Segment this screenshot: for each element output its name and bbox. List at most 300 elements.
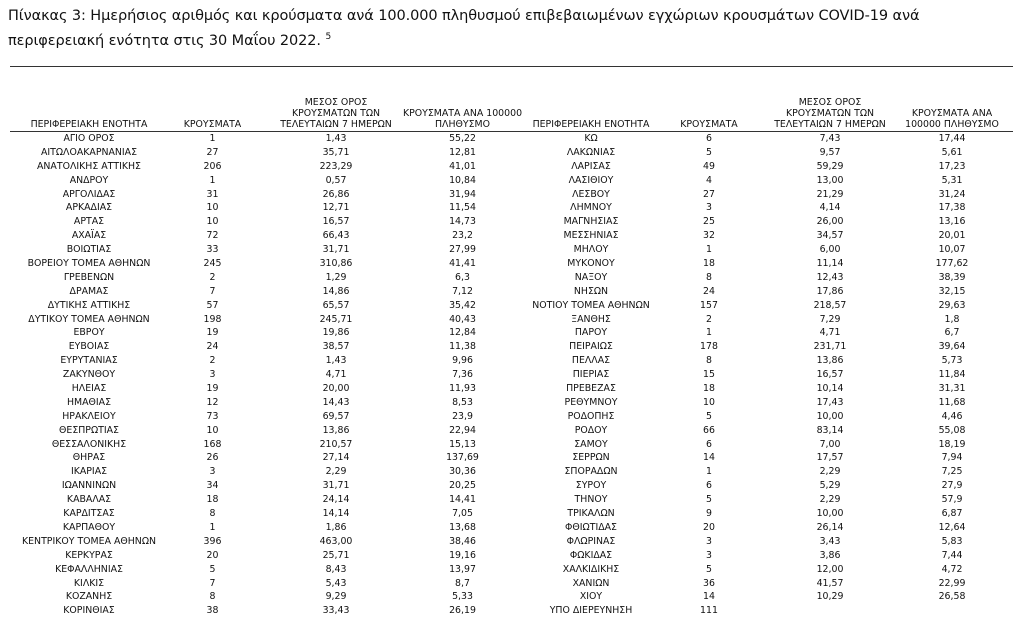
avg7-cell-left: 19,86 xyxy=(322,327,350,339)
table-top-rule xyxy=(10,66,1013,67)
table-row xyxy=(0,354,1024,368)
avg7-cell-left: 310,86 xyxy=(319,258,353,270)
cases-cell-right: 6 xyxy=(706,480,712,492)
table-row xyxy=(0,132,1024,146)
cases-cell-right: 2 xyxy=(706,313,712,325)
per100k-cell-left: 22,94 xyxy=(449,424,476,436)
cases-cell-right: 4 xyxy=(706,174,712,186)
per100k-cell-left: 55,22 xyxy=(449,133,476,144)
per100k-cell-left: 40,43 xyxy=(449,313,476,325)
region-cell-left: ΒΟΡΕΙΟΥ ΤΟΜΕΑ ΑΘΗΝΩΝ xyxy=(27,258,151,270)
region-cell-right: ΚΩ xyxy=(584,133,598,144)
cases-cell-left: 7 xyxy=(209,577,216,589)
avg7-cell-left: 24,14 xyxy=(322,494,350,506)
cases-cell-right: 14 xyxy=(703,591,715,603)
cases-cell-right: 15 xyxy=(703,369,715,381)
cases-cell-right: 8 xyxy=(706,355,712,367)
avg7-cell-right: 3,43 xyxy=(819,535,841,547)
avg7-cell-left: 31,71 xyxy=(322,244,350,256)
caption-text: Πίνακας 3: Ημερήσιος αριθμός και κρούσματα ανά 100.000 πληθυσμού επιβεβαιωμένων εγχώριων κρουσμάτων COVID-19 ανά περιφερειακή ενότητα στις 30 Μαΐου 2022. xyxy=(8,8,920,49)
region-cell-left: ΚΑΒΑΛΑΣ xyxy=(66,494,112,506)
avg7-cell-left: 223,29 xyxy=(319,160,353,172)
region-cell-right: ΝΗΣΩΝ xyxy=(573,285,609,297)
table-row xyxy=(0,577,1024,591)
region-cell-right: ΠΙΕΡΙΑΣ xyxy=(572,369,610,381)
cases-cell-left: 3 xyxy=(209,369,216,381)
cases-cell-right: 5 xyxy=(706,410,712,422)
cases-cell-right: 157 xyxy=(700,299,718,311)
avg7-cell-right: 231,71 xyxy=(813,341,847,353)
per100k-cell-left: 5,33 xyxy=(452,591,473,603)
table-caption xyxy=(8,6,1013,52)
avg7-cell-right: 41,57 xyxy=(816,577,844,589)
avg7-cell-left: 14,43 xyxy=(322,396,350,408)
avg7-cell-left: 38,57 xyxy=(322,341,350,353)
cases-cell-left: 1 xyxy=(209,133,216,144)
region-cell-right: ΜΗΛΟΥ xyxy=(573,244,609,256)
table-row xyxy=(0,493,1024,507)
per100k-cell-left: 10,84 xyxy=(449,174,476,186)
cases-cell-left: 72 xyxy=(206,230,219,242)
region-cell-left: ΕΥΡΥΤΑΝΙΑΣ xyxy=(60,355,118,367)
avg7-cell-left: 16,57 xyxy=(322,216,350,228)
avg7-cell-right: 7,29 xyxy=(819,313,841,325)
per100k-cell-right: 4,46 xyxy=(941,410,963,422)
header-cases-right: ΚΡΟΥΣΜΑΤΑ xyxy=(680,119,738,130)
region-cell-right: ΛΕΣΒΟΥ xyxy=(572,188,610,200)
avg7-cell-right: 3,86 xyxy=(819,549,841,561)
region-cell-right: ΥΠΟ ΔΙΕΡΕΥΝΗΣΗ xyxy=(549,605,633,617)
cases-cell-right: 8 xyxy=(706,271,712,283)
per100k-cell-right: 18,19 xyxy=(938,438,966,450)
cases-cell-left: 198 xyxy=(203,313,222,325)
region-cell-left: ΗΛΕΙΑΣ xyxy=(71,383,107,395)
avg7-cell-left: 65,57 xyxy=(322,299,350,311)
avg7-cell-right: 10,00 xyxy=(816,410,844,422)
table-row xyxy=(0,368,1024,382)
table-row xyxy=(0,604,1024,618)
cases-cell-left: 33 xyxy=(206,244,219,256)
cases-cell-right: 6 xyxy=(706,133,712,144)
per100k-cell-right: 5,61 xyxy=(941,146,963,158)
region-cell-left: ΑΝΔΡΟΥ xyxy=(69,174,109,186)
avg7-cell-right: 13,86 xyxy=(816,355,844,367)
header-region-right: ΠΕΡΙΦΕΡΕΙΑΚΗ ΕΝΟΤΗΤΑ xyxy=(532,119,650,130)
avg7-cell-left: 245,71 xyxy=(319,313,353,325)
region-cell-left: ΚΕΝΤΡΙΚΟΥ ΤΟΜΕΑ ΑΘΗΝΩΝ xyxy=(21,535,156,547)
table-row xyxy=(0,438,1024,452)
table-row xyxy=(0,201,1024,215)
table-row xyxy=(0,146,1024,160)
cases-cell-left: 2 xyxy=(209,271,216,283)
region-cell-left: ΒΟΙΩΤΙΑΣ xyxy=(66,244,112,256)
per100k-cell-left: 11,38 xyxy=(449,341,476,353)
per100k-cell-right: 4,72 xyxy=(941,563,963,575)
region-cell-left: ΘΕΣΠΡΩΤΙΑΣ xyxy=(59,424,119,436)
caption-footnote: 5 xyxy=(325,32,332,42)
per100k-cell-right: 1,8 xyxy=(944,313,960,325)
cases-cell-left: 27 xyxy=(206,146,219,158)
per100k-cell-right: 7,25 xyxy=(941,466,963,478)
region-cell-left: ΚΑΡΔΙΤΣΑΣ xyxy=(63,508,115,520)
per100k-cell-left: 9,96 xyxy=(452,355,473,367)
region-cell-right: ΠΑΡΟΥ xyxy=(574,327,608,339)
cases-cell-right: 66 xyxy=(703,424,715,436)
avg7-cell-left: 27,14 xyxy=(322,452,350,464)
avg7-cell-right: 16,57 xyxy=(816,369,844,381)
per100k-cell-right: 29,63 xyxy=(938,299,966,311)
region-cell-right: ΡΕΘΥΜΝΟΥ xyxy=(564,396,618,408)
cases-cell-right: 3 xyxy=(706,202,712,214)
cases-cell-right: 5 xyxy=(706,494,712,506)
region-cell-left: ΘΗΡΑΣ xyxy=(72,452,106,464)
per100k-cell-right: 6,7 xyxy=(944,327,960,339)
per100k-cell-left: 38,46 xyxy=(449,535,476,547)
per100k-cell-left: 8,7 xyxy=(455,577,470,589)
cases-cell-right: 36 xyxy=(703,577,715,589)
avg7-cell-left: 1,43 xyxy=(325,133,347,144)
region-cell-left: ΔΥΤΙΚΟΥ ΤΟΜΕΑ ΑΘΗΝΩΝ xyxy=(28,313,150,325)
region-cell-right: ΞΑΝΘΗΣ xyxy=(571,313,611,325)
region-cell-right: ΣΠΟΡΑΔΩΝ xyxy=(564,466,618,478)
cases-cell-left: 168 xyxy=(203,438,222,450)
table-row xyxy=(0,396,1024,410)
avg7-cell-right: 7,00 xyxy=(819,438,841,450)
per100k-cell-right: 11,84 xyxy=(938,369,966,381)
per100k-cell-left: 11,93 xyxy=(449,383,476,395)
cases-cell-left: 26 xyxy=(206,452,219,464)
table-row xyxy=(0,271,1024,285)
table-row xyxy=(0,549,1024,563)
per100k-cell-left: 6,3 xyxy=(455,271,470,283)
per100k-cell-right: 12,64 xyxy=(938,521,966,533)
cases-cell-left: 206 xyxy=(203,160,222,172)
header-per100k-right: ΚΡΟΥΣΜΑΤΑ ΑΝΑ 100000 ΠΛΗΘΥΣΜΟ xyxy=(905,108,999,130)
table-row xyxy=(0,465,1024,479)
table-row xyxy=(0,382,1024,396)
cases-cell-left: 245 xyxy=(203,258,222,270)
region-cell-right: ΠΕΙΡΑΙΩΣ xyxy=(569,341,613,353)
per100k-cell-right: 17,38 xyxy=(938,202,966,214)
region-cell-right: ΣΕΡΡΩΝ xyxy=(572,452,610,464)
avg7-cell-right: 11,14 xyxy=(816,258,844,270)
per100k-cell-left: 12,81 xyxy=(449,146,476,158)
region-cell-right: ΝΑΞΟΥ xyxy=(574,271,608,283)
per100k-cell-left: 30,36 xyxy=(449,466,476,478)
avg7-cell-left: 5,43 xyxy=(325,577,347,589)
cases-cell-left: 31 xyxy=(206,188,219,200)
region-cell-left: ΑΡΓΟΛΙΔΑΣ xyxy=(62,188,116,200)
region-cell-right: ΦΩΚΙΔΑΣ xyxy=(569,549,613,561)
header-avg7-right: ΜΕΣΟΣ ΟΡΟΣ ΚΡΟΥΣΜΑΤΩΝ ΤΩΝ ΤΕΛΕΥΤΑΙΩΝ 7 ΗΜΕΡΩΝ xyxy=(774,97,886,130)
cases-cell-left: 8 xyxy=(209,591,216,603)
cases-cell-left: 396 xyxy=(203,535,222,547)
per100k-cell-right: 17,23 xyxy=(938,160,966,172)
table-row xyxy=(0,563,1024,577)
region-cell-right: ΧΑΛΚΙΔΙΚΗΣ xyxy=(562,563,620,575)
region-cell-right: ΤΡΙΚΑΛΩΝ xyxy=(567,508,615,520)
table-row xyxy=(0,535,1024,549)
per100k-cell-right: 5,83 xyxy=(941,535,963,547)
region-cell-right: ΛΑΣΙΘΙΟΥ xyxy=(568,174,614,186)
cases-cell-left: 10 xyxy=(206,424,219,436)
avg7-cell-left: 20,00 xyxy=(322,383,350,395)
cases-cell-right: 111 xyxy=(700,605,718,617)
per100k-cell-left: 35,42 xyxy=(449,299,476,311)
cases-cell-right: 1 xyxy=(706,244,712,256)
avg7-cell-left: 69,57 xyxy=(322,410,350,422)
avg7-cell-right: 2,29 xyxy=(819,466,841,478)
avg7-cell-right: 12,00 xyxy=(816,563,844,575)
per100k-cell-left: 7,05 xyxy=(452,508,473,520)
cases-cell-right: 25 xyxy=(703,216,715,228)
cases-cell-right: 1 xyxy=(706,327,712,339)
region-cell-right: ΦΘΙΩΤΙΔΑΣ xyxy=(565,521,617,533)
per100k-cell-left: 20,25 xyxy=(449,480,476,492)
avg7-cell-right: 26,14 xyxy=(816,521,844,533)
per100k-cell-right: 5,73 xyxy=(941,355,963,367)
region-cell-left: ΙΩΑΝΝΙΝΩΝ xyxy=(61,480,117,492)
avg7-cell-right: 17,57 xyxy=(816,452,844,464)
per100k-cell-right: 11,68 xyxy=(938,396,966,408)
avg7-cell-left: 33,43 xyxy=(322,605,350,617)
avg7-cell-right: 4,71 xyxy=(819,327,841,339)
per100k-cell-right: 6,87 xyxy=(941,508,963,520)
avg7-cell-left: 9,29 xyxy=(325,591,347,603)
region-cell-right: ΧΙΟΥ xyxy=(579,591,603,603)
avg7-cell-left: 14,86 xyxy=(322,285,350,297)
cases-cell-left: 20 xyxy=(206,549,219,561)
avg7-cell-left: 2,29 xyxy=(325,466,347,478)
region-cell-right: ΠΕΛΛΑΣ xyxy=(571,355,611,367)
cases-cell-left: 73 xyxy=(206,410,219,422)
cases-cell-left: 24 xyxy=(206,341,219,353)
per100k-cell-right: 20,01 xyxy=(938,230,966,242)
table-header xyxy=(0,88,1024,132)
table-row xyxy=(0,243,1024,257)
avg7-cell-left: 12,71 xyxy=(322,202,350,214)
cases-cell-left: 8 xyxy=(209,508,216,520)
cases-cell-right: 27 xyxy=(703,188,715,200)
cases-cell-left: 12 xyxy=(206,396,219,408)
table-row xyxy=(0,340,1024,354)
cases-cell-right: 32 xyxy=(703,230,715,242)
region-cell-left: ΕΥΒΟΙΑΣ xyxy=(68,341,110,353)
per100k-cell-right: 38,39 xyxy=(938,271,966,283)
cases-cell-right: 24 xyxy=(703,285,715,297)
region-cell-left: ΕΒΡΟΥ xyxy=(73,327,105,339)
per100k-cell-left: 14,41 xyxy=(449,494,476,506)
avg7-cell-left: 35,71 xyxy=(322,146,350,158)
region-cell-right: ΦΛΩΡΙΝΑΣ xyxy=(566,535,616,547)
per100k-cell-right: 7,44 xyxy=(941,549,963,561)
per100k-cell-left: 27,99 xyxy=(449,244,476,256)
table-row xyxy=(0,590,1024,604)
per100k-cell-right: 27,9 xyxy=(941,480,963,492)
avg7-cell-left: 1,43 xyxy=(325,355,347,367)
per100k-cell-left: 7,36 xyxy=(452,369,473,381)
per100k-cell-right: 55,08 xyxy=(938,424,966,436)
per100k-cell-left: 7,12 xyxy=(452,285,473,297)
table-row xyxy=(0,313,1024,327)
avg7-cell-right: 34,57 xyxy=(816,230,844,242)
per100k-cell-right: 31,24 xyxy=(938,188,966,200)
per100k-cell-left: 41,01 xyxy=(449,160,476,172)
per100k-cell-left: 13,97 xyxy=(449,563,476,575)
table-row xyxy=(0,451,1024,465)
avg7-cell-left: 31,71 xyxy=(322,480,350,492)
region-cell-right: ΡΟΔΟΠΗΣ xyxy=(567,410,615,422)
region-cell-left: ΚΟΖΑΝΗΣ xyxy=(65,591,113,603)
table-row xyxy=(0,174,1024,188)
cases-cell-left: 34 xyxy=(206,480,219,492)
cases-cell-left: 57 xyxy=(206,299,219,311)
cases-cell-right: 18 xyxy=(703,383,715,395)
avg7-cell-left: 26,86 xyxy=(322,188,350,200)
cases-cell-right: 14 xyxy=(703,452,715,464)
table-row xyxy=(0,410,1024,424)
cases-cell-left: 1 xyxy=(209,521,216,533)
cases-cell-right: 9 xyxy=(706,508,712,520)
per100k-cell-left: 11,54 xyxy=(449,202,476,214)
avg7-cell-right: 10,00 xyxy=(816,508,844,520)
region-cell-right: ΝΟΤΙΟΥ ΤΟΜΕΑ ΑΘΗΝΩΝ xyxy=(532,299,650,311)
region-cell-right: ΠΡΕΒΕΖΑΣ xyxy=(566,383,616,395)
avg7-cell-right: 218,57 xyxy=(813,299,847,311)
table-row xyxy=(0,326,1024,340)
per100k-cell-left: 137,69 xyxy=(446,452,479,464)
avg7-cell-right: 5,29 xyxy=(819,480,841,492)
region-cell-left: ΑΧΑΪΑΣ xyxy=(71,230,107,242)
region-cell-left: ΑΓΙΟ ΟΡΟΣ xyxy=(63,133,115,144)
avg7-cell-left: 66,43 xyxy=(322,230,350,242)
avg7-cell-right: 17,43 xyxy=(816,396,844,408)
region-cell-right: ΛΗΜΝΟΥ xyxy=(570,202,612,214)
cases-cell-right: 1 xyxy=(706,466,712,478)
region-cell-right: ΜΥΚΟΝΟΥ xyxy=(567,258,615,270)
cases-cell-right: 5 xyxy=(706,146,712,158)
avg7-cell-left: 1,86 xyxy=(325,521,347,533)
table-row xyxy=(0,188,1024,202)
table-row xyxy=(0,215,1024,229)
region-cell-left: ΓΡΕΒΕΝΩΝ xyxy=(63,271,115,283)
per100k-cell-right: 13,16 xyxy=(938,216,966,228)
cases-cell-left: 18 xyxy=(206,494,219,506)
cases-cell-left: 10 xyxy=(206,202,219,214)
per100k-cell-right: 26,58 xyxy=(938,591,966,603)
avg7-cell-left: 210,57 xyxy=(319,438,353,450)
avg7-cell-right: 59,29 xyxy=(816,160,844,172)
avg7-cell-right: 10,29 xyxy=(816,591,844,603)
region-cell-left: ΚΑΡΠΑΘΟΥ xyxy=(62,521,116,533)
region-cell-left: ΗΜΑΘΙΑΣ xyxy=(66,396,112,408)
avg7-cell-right: 13,00 xyxy=(816,174,844,186)
avg7-cell-right: 17,86 xyxy=(816,285,844,297)
region-cell-left: ΖΑΚΥΝΘΟΥ xyxy=(62,369,116,381)
per100k-cell-right: 39,64 xyxy=(938,341,966,353)
table-body xyxy=(0,132,1024,618)
region-cell-right: ΣΑΜΟΥ xyxy=(574,438,608,450)
table-row xyxy=(0,299,1024,313)
region-cell-left: ΚΕΦΑΛΛΗΝΙΑΣ xyxy=(55,563,123,575)
per100k-cell-right: 7,94 xyxy=(941,452,963,464)
per100k-cell-left: 14,73 xyxy=(449,216,476,228)
per100k-cell-right: 57,9 xyxy=(941,494,963,506)
avg7-cell-left: 463,00 xyxy=(319,535,353,547)
per100k-cell-left: 26,19 xyxy=(449,605,476,617)
avg7-cell-right: 83,14 xyxy=(816,424,844,436)
avg7-cell-left: 0,57 xyxy=(325,174,347,186)
avg7-cell-left: 14,14 xyxy=(322,508,350,520)
cases-cell-right: 6 xyxy=(706,438,712,450)
per100k-cell-left: 41,41 xyxy=(449,258,476,270)
region-cell-left: ΚΕΡΚΥΡΑΣ xyxy=(65,549,113,561)
table-row xyxy=(0,507,1024,521)
region-cell-left: ΑΝΑΤΟΛΙΚΗΣ ΑΤΤΙΚΗΣ xyxy=(37,160,141,172)
header-cases-left: ΚΡΟΥΣΜΑΤΑ xyxy=(183,119,242,130)
avg7-cell-right: 26,00 xyxy=(816,216,844,228)
per100k-cell-left: 31,94 xyxy=(449,188,476,200)
avg7-cell-left: 13,86 xyxy=(322,424,350,436)
region-cell-left: ΔΡΑΜΑΣ xyxy=(69,285,109,297)
per100k-cell-right: 22,99 xyxy=(938,577,966,589)
region-cell-right: ΜΑΓΝΗΣΙΑΣ xyxy=(563,216,619,228)
region-cell-right: ΜΕΣΣΗΝΙΑΣ xyxy=(563,230,619,242)
per100k-cell-right: 31,31 xyxy=(938,383,966,395)
table-row xyxy=(0,479,1024,493)
per100k-cell-right: 5,31 xyxy=(941,174,963,186)
region-cell-left: ΘΕΣΣΑΛΟΝΙΚΗΣ xyxy=(51,438,127,450)
per100k-cell-left: 19,16 xyxy=(449,549,476,561)
avg7-cell-right: 21,29 xyxy=(816,188,844,200)
cases-cell-left: 5 xyxy=(209,563,216,575)
cases-cell-left: 19 xyxy=(206,327,219,339)
avg7-cell-right: 10,14 xyxy=(816,383,844,395)
table-row xyxy=(0,521,1024,535)
per100k-cell-right: 17,44 xyxy=(938,133,966,144)
avg7-cell-right: 12,43 xyxy=(816,271,844,283)
region-cell-right: ΛΑΚΩΝΙΑΣ xyxy=(566,146,616,158)
per100k-cell-left: 8,53 xyxy=(452,396,473,408)
table-row xyxy=(0,285,1024,299)
region-cell-left: ΗΡΑΚΛΕΙΟΥ xyxy=(62,410,116,422)
region-cell-right: ΡΟΔΟΥ xyxy=(574,424,608,436)
avg7-cell-right: 7,43 xyxy=(819,133,841,144)
cases-cell-left: 2 xyxy=(209,355,216,367)
header-region-left: ΠΕΡΙΦΕΡΕΙΑΚΗ ΕΝΟΤΗΤΑ xyxy=(30,119,148,130)
region-cell-right: ΣΥΡΟΥ xyxy=(575,480,607,492)
avg7-cell-left: 1,29 xyxy=(325,271,347,283)
cases-cell-left: 19 xyxy=(206,383,219,395)
cases-cell-left: 38 xyxy=(206,605,219,617)
per100k-cell-left: 12,84 xyxy=(449,327,476,339)
cases-cell-left: 3 xyxy=(209,466,216,478)
region-cell-left: ΚΟΡΙΝΘΙΑΣ xyxy=(63,605,115,617)
region-cell-right: ΛΑΡΙΣΑΣ xyxy=(571,160,611,172)
cases-cell-right: 5 xyxy=(706,563,712,575)
table-row xyxy=(0,229,1024,243)
per100k-cell-left: 13,68 xyxy=(449,521,476,533)
avg7-cell-right: 2,29 xyxy=(819,494,841,506)
region-cell-left: ΚΙΛΚΙΣ xyxy=(73,577,105,589)
avg7-cell-right: 4,14 xyxy=(819,202,841,214)
per100k-cell-left: 23,2 xyxy=(452,230,473,242)
avg7-cell-right: 6,00 xyxy=(819,244,841,256)
cases-cell-right: 178 xyxy=(700,341,718,353)
region-cell-left: ΔΥΤΙΚΗΣ ΑΤΤΙΚΗΣ xyxy=(47,299,131,311)
per100k-cell-right: 177,62 xyxy=(935,258,969,270)
header-per100k-left: ΚΡΟΥΣΜΑΤΑ ΑΝΑ 100000 ΠΛΗΘΥΣΜΟ xyxy=(402,108,523,130)
